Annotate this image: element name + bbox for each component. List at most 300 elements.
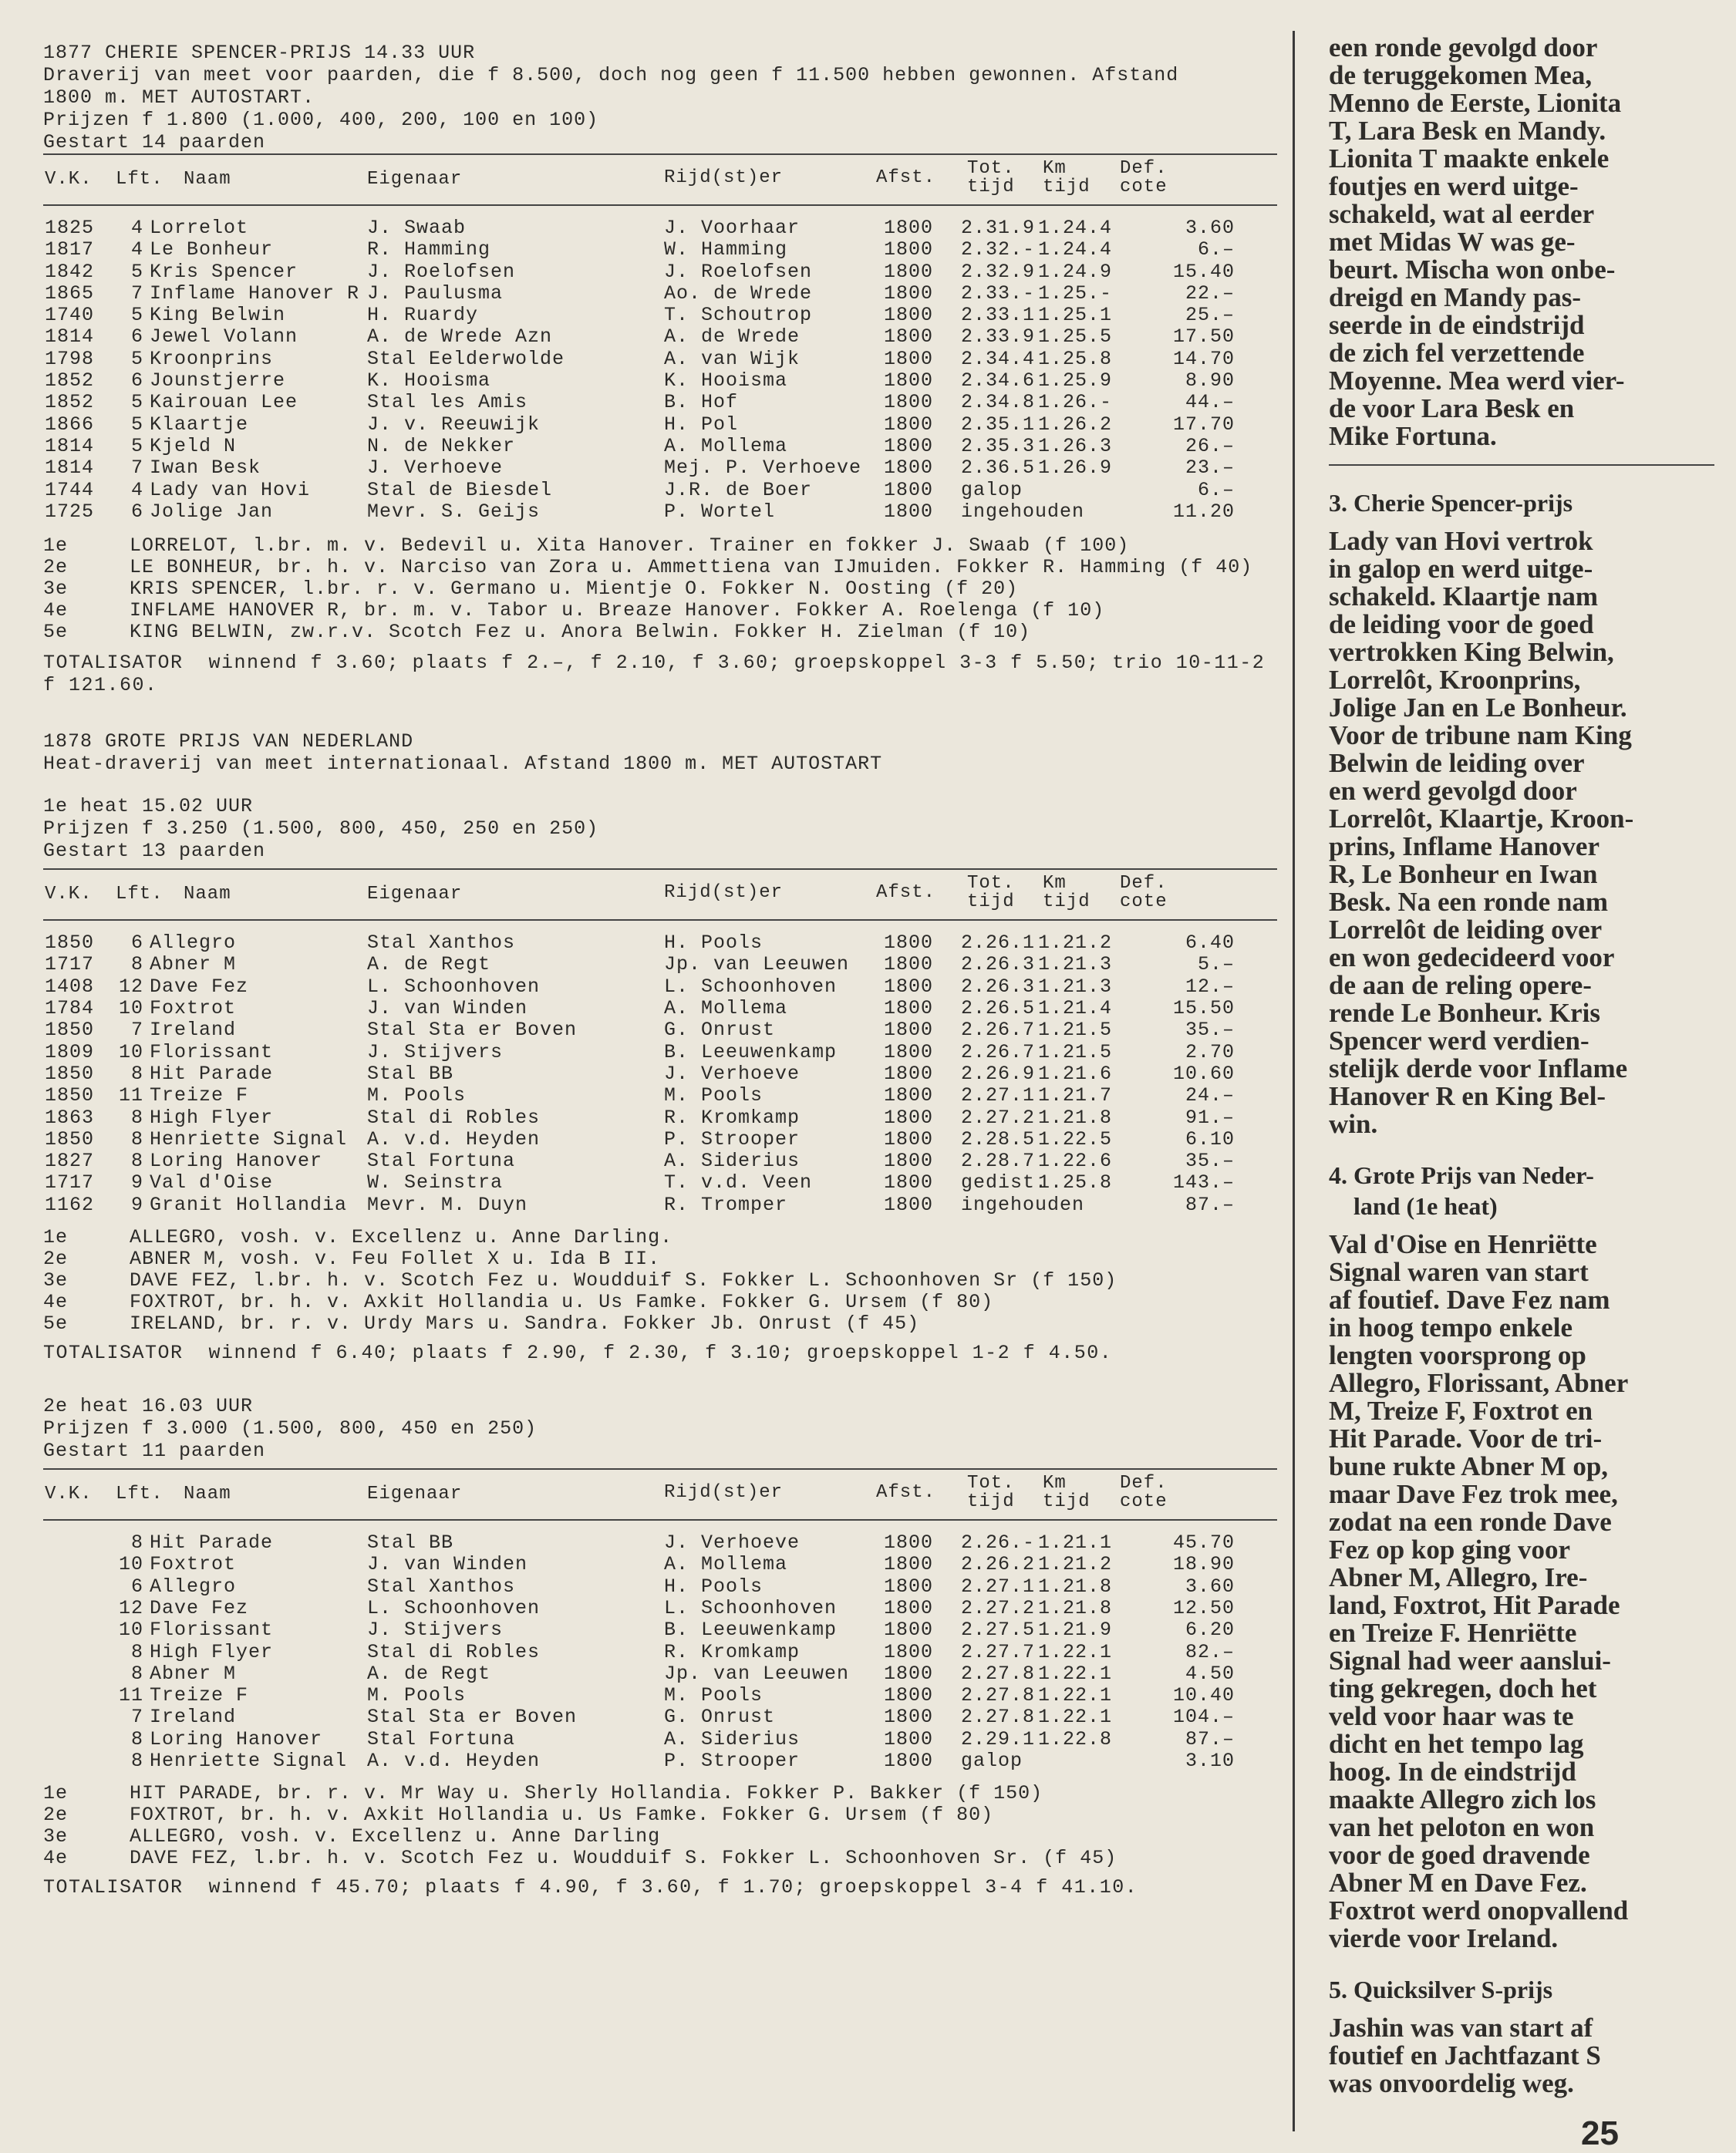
cell-vk: 1842 [45,260,95,283]
cell-naam: Treize F [150,1084,249,1107]
cell-afst: 1800 [884,347,934,370]
table-row [43,1128,1277,1150]
heading-line: 4. Grote Prijs van Neder- [1329,1161,1594,1189]
table-row [43,1041,1277,1063]
text-line: hoog. In de eindstrijd [1329,1757,1576,1787]
cell-km-tijd: 1.21.6 [1038,1062,1113,1085]
cell-km-tijd: 1.22.1 [1038,1662,1113,1685]
cell-naam: Hit Parade [150,1531,274,1555]
cell-vk: 1809 [45,1040,95,1063]
text-line: voor de goed dravende [1329,1840,1590,1870]
col-km-sub: tijd [1043,891,1090,913]
result-text: KRIS SPENCER, l.br. r. v. Germano u. Mientje O. Fokker N. Oosting (f 20) [130,578,1019,601]
cell-eigenaar: J. Stijvers [367,1040,504,1063]
cell-vk: 1850 [45,1127,95,1151]
heat-info-line: 2e heat 16.03 UUR [43,1395,254,1418]
cell-afst: 1800 [884,500,934,523]
table-row [43,413,1277,435]
table-row [43,975,1277,997]
cell-lft: 8 [130,1727,143,1750]
race-info-line: 1800 m. MET AUTOSTART. [43,86,315,109]
table-row [43,457,1277,478]
cell-tot-tijd: 2.29.1 [961,1727,1036,1750]
cell-rijder: A. de Wrede [664,325,801,349]
cell-km-tijd: 1.21.5 [1038,1040,1113,1063]
table-header [43,155,1277,204]
cell-vk: 1850 [45,1062,95,1085]
text-line: R, Le Bonheur en Iwan [1329,859,1598,889]
text-line: maakte Allegro zich los [1329,1784,1596,1814]
text-line: Lorrelôt de leiding over [1329,915,1603,945]
race-results [43,534,1277,642]
cell-eigenaar: Stal les Amis [367,391,528,414]
cell-rijder: R. Kromkamp [664,1640,801,1663]
cell-lft: 4 [130,478,143,501]
cell-vk: 1863 [45,1106,95,1129]
cell-afst: 1800 [884,1727,934,1750]
result-line [43,599,1277,621]
cell-lft: 8 [130,1106,143,1129]
text-line: prins, Inflame Hanover [1329,831,1599,861]
table-row [43,1063,1277,1084]
cell-lft: 12 [118,975,143,998]
result-text: LE BONHEUR, br. h. v. Narciso van Zora u. Ammettiena van IJmuiden. Fokker R. Hamming (f 40) [130,556,1253,579]
cell-vk: 1814 [45,434,95,457]
heat2-results [43,1782,1277,1868]
cell-eigenaar: A. de Regt [367,1662,491,1685]
cell-rijder: R. Tromper [664,1193,788,1216]
cell-lft: 8 [130,1749,143,1772]
text-line: T, Lara Besk en Mandy. [1329,116,1606,146]
col-vk: V.K. [45,884,93,905]
cell-rijder: H. Pol [664,413,739,436]
result-place: 1e [43,1226,69,1249]
cell-def-cote: 3.60 [1185,1575,1235,1598]
col-km: Km [1043,1473,1067,1494]
cell-lft: 8 [130,1127,143,1151]
text-line: beurt. Mischa won onbe- [1329,254,1616,285]
cell-afst: 1800 [884,1040,934,1063]
cell-naam: Ireland [150,1706,237,1729]
table-row [43,282,1277,304]
report-heading-3 [1329,487,1714,518]
cell-tot-tijd: 2.27.1 [961,1084,1036,1107]
cell-def-cote: 12.50 [1172,1596,1235,1619]
table-row [43,1619,1277,1640]
section-rule [1329,464,1714,466]
col-def: Def. [1120,1473,1168,1494]
cell-naam: King Belwin [150,304,286,327]
cell-eigenaar: H. Ruardy [367,304,479,327]
table-header [43,1470,1277,1519]
cell-naam: Ireland [150,1019,237,1042]
cell-rijder: A. Mollema [664,434,788,457]
cell-lft: 10 [118,1553,143,1576]
cell-def-cote: 4.50 [1185,1662,1235,1685]
cell-naam: Abner M [150,1662,237,1685]
table-header [43,870,1277,919]
cell-eigenaar: K. Hooisma [367,369,491,393]
cell-km-tijd: 1.24.9 [1038,260,1113,283]
cell-rijder: P. Strooper [664,1127,801,1151]
cell-eigenaar: Stal de Biesdel [367,478,553,501]
cell-tot-tijd: 2.32.9 [961,260,1036,283]
text-line: Menno de Eerste, Lionita [1329,88,1622,118]
cell-afst: 1800 [884,1171,934,1194]
cell-eigenaar: A. de Wrede Azn [367,325,553,349]
cell-km-tijd: 1.22.6 [1038,1150,1113,1173]
cell-def-cote: 10.40 [1172,1684,1235,1707]
cell-naam: Abner M [150,953,237,976]
totalisator-cont: f 121.60. [43,674,158,697]
cell-naam: Dave Fez [150,975,249,998]
cell-naam: Hit Parade [150,1062,274,1085]
text-line: zodat na een ronde Dave [1329,1507,1612,1537]
cell-lft: 7 [130,457,143,480]
cell-tot-tijd: 2.34.4 [961,347,1036,370]
cell-lft: 5 [130,347,143,370]
cell-km-tijd: 1.25.8 [1038,347,1113,370]
cell-eigenaar: J. Verhoeve [367,457,504,480]
cell-rijder: J. Verhoeve [664,1062,801,1085]
cell-km-tijd: 1.25.9 [1038,369,1113,393]
heat1-results [43,1226,1277,1334]
race-info-line: Gestart 14 paarden [43,131,266,153]
col-naam: Naam [184,169,231,190]
cell-afst: 1800 [884,1150,934,1173]
text-line: en won gedecideerd voor [1329,942,1615,972]
table-row [43,1194,1277,1215]
cell-tot-tijd: 2.32.- [961,238,1036,261]
cell-tot-tijd: 2.27.2 [961,1106,1036,1129]
cell-eigenaar: L. Schoonhoven [367,975,541,998]
cell-lft: 5 [130,304,143,327]
cell-eigenaar: J. Swaab [367,217,467,239]
heat-info-line: Gestart 13 paarden [43,840,266,863]
cell-eigenaar: R. Hamming [367,238,491,261]
col-eigenaar: Eigenaar [367,1484,463,1505]
result-text: ALLEGRO, vosh. v. Excellenz u. Anne Darling [130,1825,661,1848]
table-row [43,304,1277,325]
text-line: dicht en het tempo lag [1329,1729,1584,1759]
cell-eigenaar: L. Schoonhoven [367,1596,541,1619]
cell-km-tijd: 1.21.4 [1038,997,1113,1020]
col-def-sub: cote [1120,891,1168,913]
result-text: HIT PARADE, br. r. v. Mr Way u. Sherly Hollandia. Fokker P. Bakker (f 150) [130,1782,1043,1805]
cell-tot-tijd: 2.26.2 [961,1553,1036,1576]
table-row [43,997,1277,1019]
table-row [43,1641,1277,1663]
table-row [43,1706,1277,1727]
result-place: 1e [43,534,69,558]
cell-afst: 1800 [884,1106,934,1129]
text-line: foutief en Jachtfazant S [1329,2040,1601,2070]
cell-def-cote: 24.– [1185,1084,1235,1107]
col-rijder: Rijd(st)er [664,1482,784,1504]
cell-tot-tijd: galop [961,478,1023,501]
table-row [43,1171,1277,1193]
cell-tot-tijd: 2.33.- [961,281,1036,305]
cell-def-cote: 15.40 [1172,260,1235,283]
cell-tot-tijd: 2.34.6 [961,369,1036,393]
text-line: Spencer werd verdien- [1329,1026,1589,1056]
cell-naam: Henriette Signal [150,1127,348,1151]
text-line: de leiding voor de goed [1329,609,1594,639]
cell-naam: High Flyer [150,1640,274,1663]
text-line: bune rukte Abner M op, [1329,1451,1609,1481]
result-text: FOXTROT, br. h. v. Axkit Hollandia u. Us Famke. Fokker G. Ursem (f 80) [130,1804,994,1827]
text-line: schakeld. Klaartje nam [1329,581,1599,612]
text-line: een ronde gevolgd door [1329,32,1598,62]
cell-lft: 8 [130,1640,143,1663]
cell-naam: Kairouan Lee [150,391,298,414]
text-line: en Treize F. Henriëtte [1329,1618,1577,1648]
col-km-sub: tijd [1043,1491,1090,1513]
cell-rijder: G. Onrust [664,1019,776,1042]
heat1-table-body [43,932,1277,1215]
cell-naam: Kroonprins [150,347,274,370]
race-title: 1877 CHERIE SPENCER-PRIJS 14.33 UUR [43,42,476,64]
col-tot-sub: tijd [967,1491,1015,1513]
cell-def-cote: 12.– [1185,975,1235,998]
text-line: rende Le Bonheur. Kris [1329,998,1600,1028]
cell-afst: 1800 [884,932,934,955]
cell-def-cote: 87.– [1185,1193,1235,1216]
cell-lft: 8 [130,1150,143,1173]
cell-naam: Florissant [150,1040,274,1063]
cell-naam: Granit Hollandia [150,1193,348,1216]
cell-vk: 1852 [45,391,95,414]
result-line [43,621,1277,642]
result-line [43,1269,1277,1291]
cell-tot-tijd: 2.27.7 [961,1640,1036,1663]
cell-lft: 5 [130,391,143,414]
cell-tot-tijd: 2.35.1 [961,413,1036,436]
text-line: Belwin de leiding over [1329,748,1585,778]
cell-vk: 1814 [45,457,95,480]
col-vk: V.K. [45,169,93,190]
cell-rijder: T. v.d. Veen [664,1171,813,1194]
cell-def-cote: 10.60 [1172,1062,1235,1085]
col-km: Km [1043,158,1067,179]
cell-tot-tijd: 2.26.7 [961,1019,1036,1042]
cell-afst: 1800 [884,1596,934,1619]
cell-tot-tijd: 2.27.8 [961,1706,1036,1729]
cell-def-cote: 143.– [1172,1171,1235,1194]
table-row [43,932,1277,953]
cell-afst: 1800 [884,1062,934,1085]
cell-km-tijd: 1.21.2 [1038,932,1113,955]
result-line [43,1312,1277,1334]
text-line: Val d'Oise en Henriëtte [1329,1229,1597,1259]
cell-def-cote: 6.– [1197,238,1235,261]
cell-rijder: Mej. P. Verhoeve [664,457,862,480]
cell-km-tijd: 1.25.8 [1038,1171,1113,1194]
cell-km-tijd: 1.24.4 [1038,238,1113,261]
cell-def-cote: 26.– [1185,434,1235,457]
cell-eigenaar: J. v. Reeuwijk [367,413,541,436]
cell-km-tijd: 1.25.- [1038,281,1113,305]
cell-def-cote: 104.– [1172,1706,1235,1729]
cell-lft: 4 [130,217,143,239]
text-line: Mike Fortuna. [1329,421,1497,451]
result-place: 4e [43,1847,69,1870]
cell-eigenaar: J. van Winden [367,1553,528,1576]
result-text: DAVE FEZ, l.br. h. v. Scotch Fez u. Woudduif S. Fokker L. Schoonhoven Sr (f 150) [130,1269,1117,1292]
table-row [43,1531,1277,1553]
cell-tot-tijd: 2.26.- [961,1531,1036,1555]
result-place: 4e [43,1291,69,1314]
col-vk: V.K. [45,1484,93,1505]
result-place: 4e [43,599,69,622]
cell-km-tijd: 1.26.2 [1038,413,1113,436]
cell-tot-tijd: 2.27.8 [961,1662,1036,1685]
cell-rijder: B. Hof [664,391,739,414]
cell-vk: 1827 [45,1150,95,1173]
cell-rijder: J. Verhoeve [664,1531,801,1555]
cell-vk: 1817 [45,238,95,261]
result-place: 5e [43,1312,69,1336]
table-row [43,953,1277,975]
cell-lft: 11 [118,1084,143,1107]
cell-vk: 1825 [45,217,95,239]
text-line: Besk. Na een ronde nam [1329,887,1609,917]
cell-vk: 1717 [45,953,95,976]
cell-tot-tijd: 2.33.9 [961,325,1036,349]
cell-def-cote: 17.70 [1172,413,1235,436]
heat1-totalisator: TOTALISATOR winnend f 6.40; plaats f 2.90, f 2.30, f 3.10; groepskoppel 1-2 f 4.50. [43,1342,1113,1365]
result-line [43,1291,1277,1312]
cell-eigenaar: A. v.d. Heyden [367,1127,541,1151]
column-divider [1293,31,1295,2131]
cell-afst: 1800 [884,1662,934,1685]
cell-tot-tijd: 2.28.5 [961,1127,1036,1151]
text-line: dreigd en Mandy pas- [1329,282,1582,312]
text-line: Lorrelôt, Kroonprins, [1329,665,1581,695]
cell-km-tijd: 1.24.4 [1038,217,1113,239]
cell-def-cote: 45.70 [1172,1531,1235,1555]
cell-afst: 1800 [884,457,934,480]
cell-afst: 1800 [884,478,934,501]
table-row [43,1575,1277,1597]
cell-naam: Jewel Volann [150,325,298,349]
col-tot-sub: tijd [967,891,1015,913]
cell-km-tijd: 1.21.1 [1038,1531,1113,1555]
cell-afst: 1800 [884,369,934,393]
cell-def-cote: 23.– [1185,457,1235,480]
cell-afst: 1800 [884,1019,934,1042]
table-row [43,348,1277,369]
cell-tot-tijd: 2.26.3 [961,975,1036,998]
cell-lft: 8 [130,1662,143,1685]
text-line: foutjes en werd uitge- [1329,171,1579,201]
text-line: Abner M en Dave Fez. [1329,1868,1587,1898]
result-place: 2e [43,1804,69,1827]
heat2-table-body [43,1531,1277,1771]
cell-naam: Iwan Besk [150,457,261,480]
cell-vk: 1784 [45,997,95,1020]
cell-naam: Treize F [150,1684,249,1707]
cell-tot-tijd: galop [961,1749,1023,1772]
cell-eigenaar: J. Paulusma [367,281,504,305]
cell-vk: 1865 [45,281,95,305]
col-def: Def. [1120,158,1168,179]
col-km: Km [1043,873,1067,895]
result-line [43,534,1277,556]
cell-tot-tijd: 2.27.1 [961,1575,1036,1598]
cell-def-cote: 35.– [1185,1150,1235,1173]
cell-eigenaar: M. Pools [367,1084,467,1107]
cell-vk: 1744 [45,478,95,501]
cell-naam: Loring Hanover [150,1727,323,1750]
text-line: Jashin was van start af [1329,2013,1593,2043]
totalisator: TOTALISATOR winnend f 3.60; plaats f 2.–, f 2.10, f 3.60; groepskoppel 3-3 f 5.50; trio 10-11-2 [43,652,1266,675]
col-naam: Naam [184,884,231,905]
cell-lft: 4 [130,238,143,261]
text-line: Allegro, Florissant, Abner [1329,1368,1629,1398]
cell-rijder: L. Schoonhoven [664,1596,838,1619]
cell-rijder: H. Pools [664,932,764,955]
col-naam: Naam [184,1484,231,1505]
cell-def-cote: 14.70 [1172,347,1235,370]
cell-rijder: Jp. van Leeuwen [664,1662,850,1685]
cell-rijder: P. Wortel [664,500,776,523]
text-line: de voor Lara Besk en [1329,393,1575,423]
cell-tot-tijd: 2.27.2 [961,1596,1036,1619]
cell-afst: 1800 [884,281,934,305]
cell-km-tijd: 1.25.1 [1038,304,1113,327]
cell-vk: 1866 [45,413,95,436]
cell-afst: 1800 [884,1749,934,1772]
cell-afst: 1800 [884,975,934,998]
cell-km-tijd: 1.21.7 [1038,1084,1113,1107]
report-paragraph-4 [1329,1231,1714,1953]
text-line: stelijk derde voor Inflame [1329,1053,1628,1083]
cell-tot-tijd: 2.27.8 [961,1684,1036,1707]
cell-lft: 10 [118,997,143,1020]
report-column [1329,34,1714,2097]
cell-rijder: T. Schoutrop [664,304,813,327]
cell-eigenaar: Stal BB [367,1531,454,1555]
cell-def-cote: 6.– [1197,478,1235,501]
text-line: Lady van Hovi vertrok [1329,526,1593,556]
cell-naam: Jolige Jan [150,500,274,523]
col-tot: Tot. [967,1473,1015,1494]
cell-eigenaar: Stal di Robles [367,1640,541,1663]
col-rijder: Rijd(st)er [664,882,784,904]
cell-km-tijd: 1.26.3 [1038,434,1113,457]
result-place: 3e [43,578,69,601]
cell-lft: 8 [130,1531,143,1555]
cell-lft: 5 [130,434,143,457]
cell-vk: 1798 [45,347,95,370]
cell-rijder: J.R. de Boer [664,478,813,501]
table-row [43,1019,1277,1040]
cell-afst: 1800 [884,325,934,349]
text-line: Lorrelôt, Klaartje, Kroon- [1329,804,1634,834]
cell-eigenaar: Mevr. S. Geijs [367,500,541,523]
cell-rijder: P. Strooper [664,1749,801,1772]
cell-def-cote: 6.40 [1185,932,1235,955]
race-1877 [43,42,1277,696]
cell-def-cote: 91.– [1185,1106,1235,1129]
cell-tot-tijd: 2.26.7 [961,1040,1036,1063]
text-line: Signal had weer aanslui- [1329,1646,1611,1676]
result-line [43,1248,1277,1269]
cell-naam: Klaartje [150,413,249,436]
cell-naam: Foxtrot [150,1553,237,1576]
cell-naam: Foxtrot [150,997,237,1020]
